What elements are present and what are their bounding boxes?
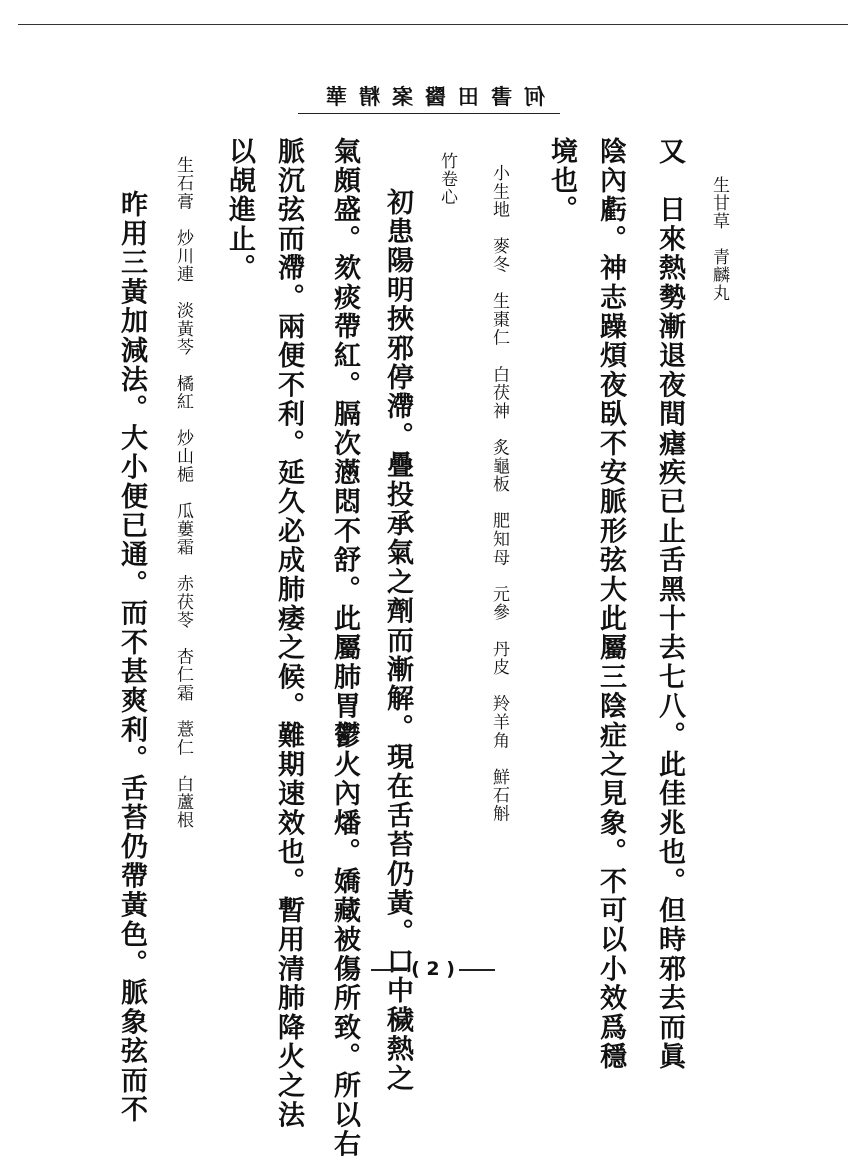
herb-list-column-1: 小生地 麥冬 生棗仁 白茯神 炙龜板 肥知母 元參 丹皮 羚羊角 鮮石斛: [489, 164, 509, 823]
running-header: [300, 82, 558, 112]
page-number: ( 2 ): [411, 958, 455, 980]
footer-dash-left: [371, 969, 407, 971]
text-column-9: 昨用三黃加減法。大小便已通。而不甚爽利。舌苔仍帶黃色。脈象弦而不: [116, 190, 147, 1125]
herb-list-column-2: 竹卷心: [437, 152, 457, 206]
text-column-2: 又 日來熱勢漸退夜間瘧疾已止舌黑十去七八。此佳兆也。但時邪去而眞: [654, 137, 685, 1072]
text-column-1: 生甘草 青麟丸: [709, 176, 729, 302]
text-column-6: 氣頗盛。欬痰帶紅。膈次懣悶不舒。此屬肺胃鬱火內燔。嬌藏被傷所致。所以右: [329, 137, 360, 1159]
text-column-4: 境也。: [546, 137, 577, 225]
running-header-title: 何書田醫案精華: [313, 84, 545, 109]
text-column-8: 以覘進止。: [224, 137, 255, 283]
herb-list-column-3: 生石膏 炒川連 淡黃芩 橘紅 炒山梔 瓜蔞霜 赤茯苓 杏仁霜 薏仁 白蘆根: [173, 156, 193, 830]
text-column-5: 初患陽明挾邪停滯。疊投承氣之劑而漸解。現在舌苔仍黃。口中穢熱之: [382, 188, 413, 1094]
top-rule: [18, 24, 848, 25]
page-footer: [0, 958, 866, 980]
text-column-3: 陰內虧。神志躁煩夜臥不安脈形弦大此屬三陰症之見象。不可以小效爲穩: [595, 137, 626, 1072]
text-column-7: 脈沉弦而滯。兩便不利。延久必成肺痿之候。難期速效也。暫用清肺降火之法: [273, 137, 304, 1130]
header-rule: [298, 113, 560, 114]
footer-dash-right: [459, 969, 495, 971]
